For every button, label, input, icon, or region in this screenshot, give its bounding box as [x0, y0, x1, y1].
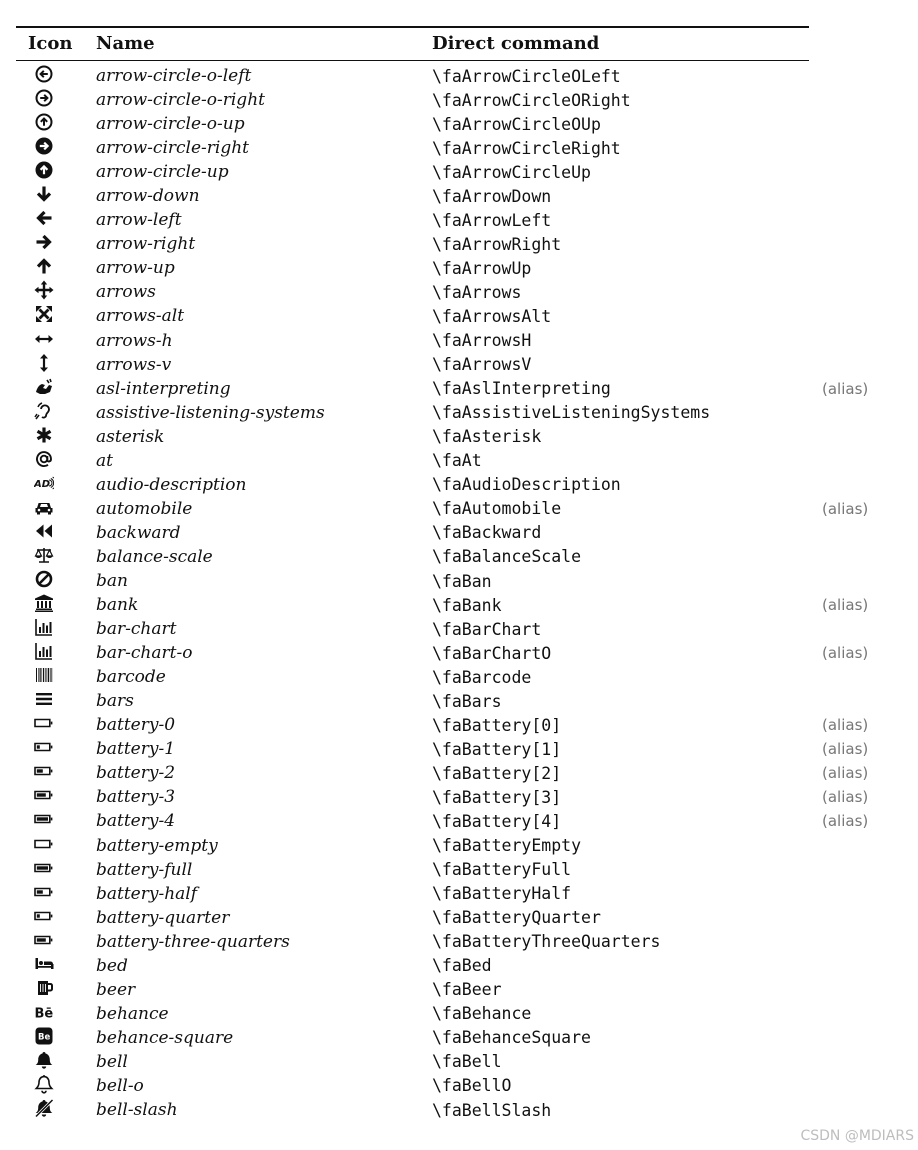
icon-table: [0, 64, 918, 1122]
bed-icon: [34, 954, 54, 974]
table-row: [0, 377, 918, 401]
table-row: [0, 617, 918, 641]
icon-name: arrows: [96, 282, 156, 303]
icon-name: arrow-circle-right: [96, 138, 249, 159]
alias-note: [822, 882, 918, 906]
direct-command: \faBattery[2]: [432, 763, 562, 783]
icon-name: battery-three-quarters: [96, 931, 290, 952]
arrow-circle-o-right-icon: [34, 88, 54, 108]
direct-command: \faBellSlash: [432, 1100, 552, 1120]
bell-slash-icon: [34, 1098, 54, 1118]
table-row: [0, 88, 918, 112]
table-row: [0, 473, 918, 497]
icon-name: battery-half: [96, 883, 198, 904]
battery-quarter-icon: [34, 906, 54, 926]
table-row: [0, 978, 918, 1002]
table-row: [0, 425, 918, 449]
arrow-right-icon: [34, 232, 54, 252]
asterisk-icon: [34, 425, 54, 445]
direct-command: \faAudioDescription: [432, 475, 621, 495]
direct-command: \faAsterisk: [432, 427, 542, 447]
icon-name: battery-4: [96, 811, 176, 832]
arrow-down-icon: [34, 184, 54, 204]
direct-command: \faBattery[3]: [432, 787, 562, 807]
table-row: [0, 1098, 918, 1122]
alias-note: [822, 954, 918, 978]
icon-name: battery-3: [96, 787, 176, 808]
direct-command: \faBatteryFull: [432, 860, 572, 880]
icon-name: audio-description: [96, 474, 247, 495]
alias-note: [822, 1026, 918, 1050]
at-icon: [34, 449, 54, 469]
direct-command: \faBell: [432, 1052, 502, 1072]
table-row: [0, 689, 918, 713]
header-rule: [16, 60, 809, 61]
direct-command: \faBehanceSquare: [432, 1028, 591, 1048]
table-row: [0, 401, 918, 425]
direct-command: \faBan: [432, 571, 492, 591]
table-row: [0, 545, 918, 569]
table-row: [0, 593, 918, 617]
icon-name: bar-chart: [96, 619, 177, 640]
table-row: [0, 665, 918, 689]
automobile-icon: [34, 497, 54, 517]
direct-command: \faArrowsV: [432, 355, 532, 375]
direct-command: \faBank: [432, 595, 502, 615]
alias-note: (alias): [822, 499, 869, 518]
alias-note: [822, 1050, 918, 1074]
assistive-listening-systems-icon: [34, 401, 54, 421]
alias-note: (alias): [822, 812, 869, 831]
table-row: [0, 737, 918, 761]
table-row: [0, 232, 918, 256]
bell-o-icon: [34, 1074, 54, 1094]
icon-name: at: [96, 450, 113, 471]
battery-empty-icon: [34, 834, 54, 854]
icon-name: barcode: [96, 667, 166, 688]
table-row: [0, 569, 918, 593]
icon-name: bed: [96, 955, 128, 976]
icon-name: battery-full: [96, 859, 193, 880]
battery-0-icon: [34, 713, 54, 733]
alias-note: [822, 978, 918, 1002]
direct-command: \faBattery[0]: [432, 715, 562, 735]
alias-note: [822, 1098, 918, 1122]
direct-command: \faArrowDown: [432, 186, 552, 206]
arrow-left-icon: [34, 208, 54, 228]
table-row: [0, 641, 918, 665]
direct-command: \faAutomobile: [432, 499, 562, 519]
header-command: Direct command: [432, 33, 600, 54]
icon-name: behance-square: [96, 1027, 234, 1048]
behance-square-icon: [34, 1026, 54, 1046]
table-row: [0, 1026, 918, 1050]
alias-note: [822, 858, 918, 882]
icon-name: arrows-alt: [96, 306, 185, 327]
arrow-circle-o-up-icon: [34, 112, 54, 132]
icon-name: arrows-h: [96, 330, 173, 351]
icon-name: arrow-left: [96, 210, 182, 231]
bar-chart-o-icon: [34, 641, 54, 661]
alias-note: [822, 208, 918, 232]
battery-full-icon: [34, 858, 54, 878]
direct-command: \faBars: [432, 691, 502, 711]
table-row: [0, 954, 918, 978]
icon-name: arrow-right: [96, 234, 196, 255]
ban-icon: [34, 569, 54, 589]
direct-command: \faBeer: [432, 980, 502, 1000]
table-row: [0, 353, 918, 377]
alias-note: [822, 112, 918, 136]
svg-text:Bē: Bē: [34, 1006, 54, 1022]
icon-name: backward: [96, 522, 181, 543]
direct-command: \faAssistiveListeningSystems: [432, 403, 711, 423]
icon-name: bank: [96, 595, 139, 616]
arrows-icon: [34, 280, 54, 300]
icon-name: battery-1: [96, 739, 176, 760]
direct-command: \faArrowsH: [432, 331, 532, 351]
direct-command: \faBalanceScale: [432, 547, 582, 567]
alias-note: [822, 184, 918, 208]
icon-name: arrow-circle-o-up: [96, 114, 245, 135]
alias-note: (alias): [822, 379, 869, 398]
alias-note: [822, 906, 918, 930]
icon-name: bell: [96, 1051, 128, 1072]
svg-text:Be: Be: [38, 1032, 51, 1043]
icon-name: arrow-down: [96, 186, 200, 207]
direct-command: \faBarcode: [432, 667, 532, 687]
table-row: [0, 184, 918, 208]
battery-3-icon: [34, 785, 54, 805]
alias-note: (alias): [822, 740, 869, 759]
behance-icon: [34, 1002, 54, 1022]
table-row: [0, 136, 918, 160]
table-row: [0, 882, 918, 906]
bar-chart-icon: [34, 617, 54, 637]
beer-icon: [34, 978, 54, 998]
alias-note: [822, 232, 918, 256]
arrow-circle-o-left-icon: [34, 64, 54, 84]
table-row: [0, 521, 918, 545]
battery-2-icon: [34, 761, 54, 781]
alias-note: [822, 136, 918, 160]
icon-name: arrow-circle-o-left: [96, 66, 252, 87]
bars-icon: [34, 689, 54, 709]
icon-name: battery-empty: [96, 835, 218, 856]
table-row: [0, 256, 918, 280]
table-row: [0, 1002, 918, 1026]
direct-command: \faArrowUp: [432, 258, 532, 278]
icon-name: battery-0: [96, 715, 176, 736]
alias-note: [822, 521, 918, 545]
alias-note: [822, 834, 918, 858]
audio-description-icon: [34, 473, 54, 493]
direct-command: \faArrowRight: [432, 234, 562, 254]
arrow-up-icon: [34, 256, 54, 276]
alias-note: [822, 425, 918, 449]
table-row: [0, 64, 918, 88]
direct-command: \faBarChartO: [432, 643, 552, 663]
table-row: [0, 809, 918, 833]
table-row: [0, 304, 918, 328]
alias-note: [822, 401, 918, 425]
arrows-alt-icon: [34, 304, 54, 324]
table-row: [0, 329, 918, 353]
table-row: [0, 1050, 918, 1074]
direct-command: \faBatteryThreeQuarters: [432, 932, 661, 952]
alias-note: [822, 1074, 918, 1098]
icon-name: arrow-circle-o-right: [96, 90, 265, 111]
icon-name: ban: [96, 571, 128, 591]
icon-name: assistive-listening-systems: [96, 402, 325, 423]
icon-name: battery-quarter: [96, 907, 230, 928]
table-row: [0, 834, 918, 858]
alias-note: [822, 329, 918, 353]
direct-command: \faBattery[4]: [432, 811, 562, 831]
icon-name: battery-2: [96, 763, 176, 784]
alias-note: [822, 689, 918, 713]
svg-text:AD: AD: [34, 478, 51, 490]
direct-command: \faBed: [432, 956, 492, 976]
table-row: [0, 208, 918, 232]
alias-note: [822, 617, 918, 641]
direct-command: \faArrows: [432, 282, 522, 302]
alias-note: [822, 304, 918, 328]
icon-name: bell-slash: [96, 1100, 178, 1121]
icon-name: arrow-circle-up: [96, 162, 229, 183]
alias-note: [822, 665, 918, 689]
direct-command: \faAslInterpreting: [432, 379, 611, 399]
table-row: [0, 785, 918, 809]
table-top-rule: [16, 26, 809, 28]
battery-4-icon: [34, 809, 54, 829]
arrow-circle-up-icon: [34, 160, 54, 180]
table-row: [0, 112, 918, 136]
direct-command: \faBattery[1]: [432, 739, 562, 759]
header-name: Name: [96, 33, 155, 54]
alias-note: [822, 160, 918, 184]
icon-name: arrows-v: [96, 354, 172, 375]
table-row: [0, 761, 918, 785]
barcode-icon: [34, 665, 54, 685]
direct-command: \faBarChart: [432, 619, 542, 639]
alias-note: (alias): [822, 644, 869, 663]
direct-command: \faBellO: [432, 1076, 512, 1096]
icon-name: automobile: [96, 498, 193, 519]
icon-name: beer: [96, 979, 136, 1000]
table-row: [0, 930, 918, 954]
table-row: [0, 1074, 918, 1098]
table-row: [0, 858, 918, 882]
alias-note: [822, 256, 918, 280]
battery-1-icon: [34, 737, 54, 757]
alias-note: (alias): [822, 764, 869, 783]
backward-icon: [34, 521, 54, 541]
alias-note: [822, 545, 918, 569]
alias-note: [822, 930, 918, 954]
battery-three-quarters-icon: [34, 930, 54, 950]
alias-note: [822, 473, 918, 497]
table-row: [0, 497, 918, 521]
direct-command: \faBatteryEmpty: [432, 836, 582, 856]
icon-name: arrow-up: [96, 258, 175, 279]
alias-note: [822, 64, 918, 88]
alias-note: (alias): [822, 788, 869, 807]
asl-interpreting-icon: [34, 377, 54, 397]
direct-command: \faAt: [432, 451, 482, 471]
arrows-v-icon: [34, 353, 54, 373]
direct-command: \faArrowLeft: [432, 210, 552, 230]
battery-half-icon: [34, 882, 54, 902]
bank-icon: [34, 593, 54, 613]
direct-command: \faArrowCircleOUp: [432, 114, 601, 134]
icon-name: bars: [96, 691, 134, 712]
direct-command: \faBatteryQuarter: [432, 908, 601, 928]
watermark: CSDN @MDIARS: [800, 1128, 914, 1144]
balance-scale-icon: [34, 545, 54, 565]
icon-name: balance-scale: [96, 546, 213, 567]
alias-note: [822, 1002, 918, 1026]
direct-command: \faBatteryHalf: [432, 884, 572, 904]
alias-note: [822, 88, 918, 112]
direct-command: \faBehance: [432, 1004, 532, 1024]
direct-command: \faArrowsAlt: [432, 306, 552, 326]
direct-command: \faArrowCircleRight: [432, 138, 621, 158]
table-row: [0, 449, 918, 473]
alias-note: [822, 353, 918, 377]
alias-note: [822, 280, 918, 304]
icon-name: behance: [96, 1003, 169, 1024]
table-row: [0, 713, 918, 737]
icon-name: asl-interpreting: [96, 378, 231, 399]
alias-note: (alias): [822, 596, 869, 615]
icon-name: asterisk: [96, 426, 165, 447]
direct-command: \faArrowCircleOLeft: [432, 66, 621, 86]
icon-name: bar-chart-o: [96, 643, 193, 664]
arrow-circle-right-icon: [34, 136, 54, 156]
bell-icon: [34, 1050, 54, 1070]
arrows-h-icon: [34, 329, 54, 349]
alias-note: [822, 569, 918, 593]
direct-command: \faArrowCircleORight: [432, 90, 631, 110]
table-row: [0, 906, 918, 930]
table-row: [0, 280, 918, 304]
alias-note: (alias): [822, 716, 869, 735]
icon-name: bell-o: [96, 1075, 144, 1096]
table-row: [0, 160, 918, 184]
alias-note: [822, 449, 918, 473]
header-icon: Icon: [28, 33, 73, 54]
direct-command: \faArrowCircleUp: [432, 162, 591, 182]
direct-command: \faBackward: [432, 523, 542, 543]
